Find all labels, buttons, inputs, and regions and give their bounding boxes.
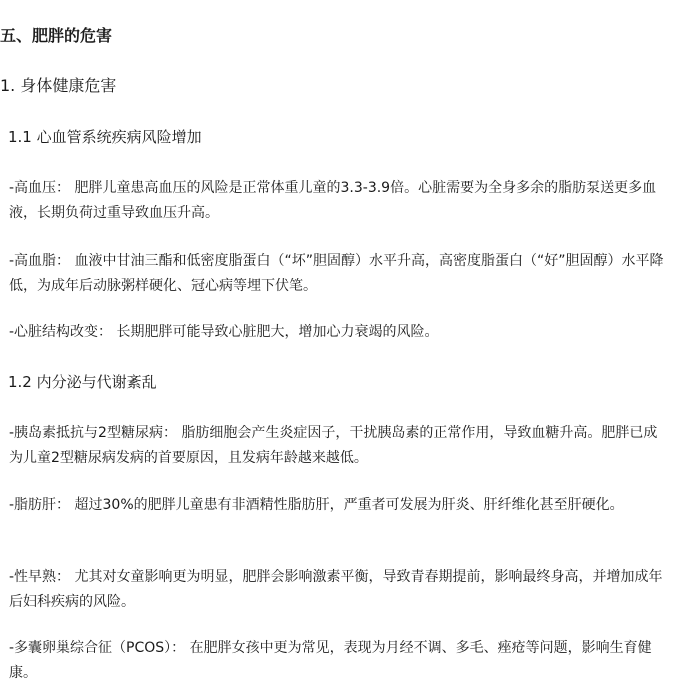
item-text: 尤其对女童影响更为明显，肥胖会影响激素平衡，导致青春期提前，影响最终身高，并增加成年后妇科疾病的风险。 (9, 569, 663, 610)
heading-physical-health: 1. 身体健康危害 (0, 76, 117, 95)
item-term: -高血压： (9, 180, 71, 196)
item-fatty-liver (9, 493, 671, 518)
item-term: -脂肪肝： (9, 497, 71, 513)
item-text: 在肥胖女孩中更为常见，表现为月经不调、多毛、痤疮等问题，影响生育健康。 (9, 640, 652, 681)
item-term: -性早熟： (9, 569, 71, 585)
item-heart-structure (9, 320, 671, 345)
item-term: -心脏结构改变： (9, 324, 113, 340)
item-text: 脂肪细胞会产生炎症因子，干扰胰岛素的正常作用，导致血糖升高。肥胖已成为儿童2型糖尿病发病的首要原因，且发病年龄越来越低。 (9, 425, 658, 466)
section-title: 五、肥胖的危害 (0, 26, 113, 45)
item-term: -胰岛素抵抗与2型糖尿病： (9, 425, 177, 441)
heading-cardiovascular: 1.1 心血管系统疾病风险增加 (8, 128, 202, 146)
heading-endocrine: 1.2 内分泌与代谢紊乱 (8, 373, 157, 391)
item-insulin-resistance (9, 421, 671, 471)
item-hyperlipidemia (9, 249, 671, 299)
item-text: 血液中甘油三酯和低密度脂蛋白（“坏”胆固醇）水平升高，高密度脂蛋白（“好”胆固醇）水平降低，为成年后动脉粥样硬化、冠心病等埋下伏笔。 (9, 253, 664, 294)
item-term: -高血脂： (9, 253, 71, 269)
item-pcos (9, 636, 671, 686)
item-text: 超过30%的肥胖儿童患有非酒精性脂肪肝，严重者可发展为肝炎、肝纤维化甚至肝硬化。 (70, 497, 624, 513)
item-term: -多囊卵巢综合征（PCOS）： (9, 640, 186, 656)
item-text: 肥胖儿童患高血压的风险是正常体重儿童的3.3-3.9倍。心脏需要为全身多余的脂肪泵送更多血液，长期负荷过重导致血压升高。 (9, 180, 657, 221)
item-text: 长期肥胖可能导致心脏肥大，增加心力衰竭的风险。 (112, 324, 439, 340)
item-hypertension (9, 176, 671, 226)
item-precocious-puberty (9, 565, 671, 615)
